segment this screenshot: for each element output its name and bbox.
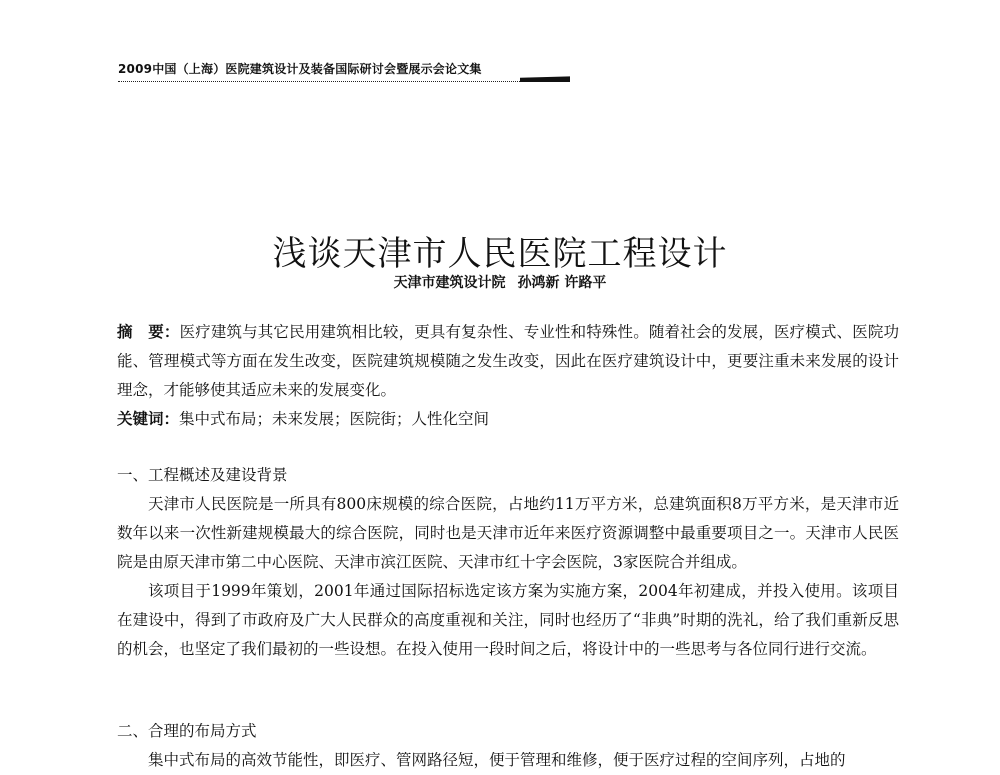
- header-tab-mark: [520, 75, 570, 82]
- paragraph: 该项目于1999年策划，2001年通过国际招标选定该方案为实施方案，2004年初建成，并投入使用。该项目在建设中，得到了市政府及广大人民群众的高度重视和关注，同时也经历了“非典”时期的洗礼，给了我们重新反思的机会，也坚定了我们最初的一些设想。在投入使用一段时间之后，将设计中的一些思考与各位同行进行交流。: [117, 582, 899, 658]
- paper-title: 浅谈天津市人民医院工程设计: [272, 233, 728, 274]
- author-names: 孙鸿新 许路平: [517, 275, 607, 291]
- section-body-1: [117, 490, 899, 664]
- abstract-label: 摘 要：: [117, 323, 180, 341]
- keywords: [117, 405, 899, 434]
- author-affiliation: 天津市建筑设计院: [393, 275, 506, 291]
- section-heading-2: 二、合理的布局方式: [117, 722, 257, 740]
- abstract: [117, 318, 899, 405]
- keywords-label: 关键词：: [117, 410, 180, 428]
- paragraph: 天津市人民医院是一所具有800床规模的综合医院，占地约11万平方米，总建筑面积8万平方米，是天津市近数年以来一次性新建规模最大的综合医院，同时也是天津市近年来医疗资源调整中最重要项目之一。天津市人民医院是由原天津市第二中心医院、天津市滨江医院、天津市红十字会医院，3家医院合并组成。: [117, 495, 899, 571]
- abstract-text: 医疗建筑与其它民用建筑相比较，更具有复杂性、专业性和特殊性。随着社会的发展，医疗模式、医院功能、管理模式等方面在发生改变，医院建筑规模随之发生改变，因此在医疗建筑设计中，更要注重未来发展的设计理念，才能够使其适应未来的发展变化。: [117, 323, 899, 399]
- header-rule: [118, 81, 570, 82]
- section-heading-1: 一、工程概述及建设背景: [117, 466, 288, 484]
- running-header: 2009中国（上海）医院建筑设计及装备国际研讨会暨展示会论文集: [118, 62, 482, 76]
- keywords-text: 集中式布局；未来发展；医院街；人性化空间: [179, 410, 490, 428]
- author-line: [0, 272, 1000, 292]
- paragraph: 集中式布局的高效节能性，即医疗、管网路径短，便于管理和维修，便于医疗过程的空间序列，占地的: [148, 751, 846, 769]
